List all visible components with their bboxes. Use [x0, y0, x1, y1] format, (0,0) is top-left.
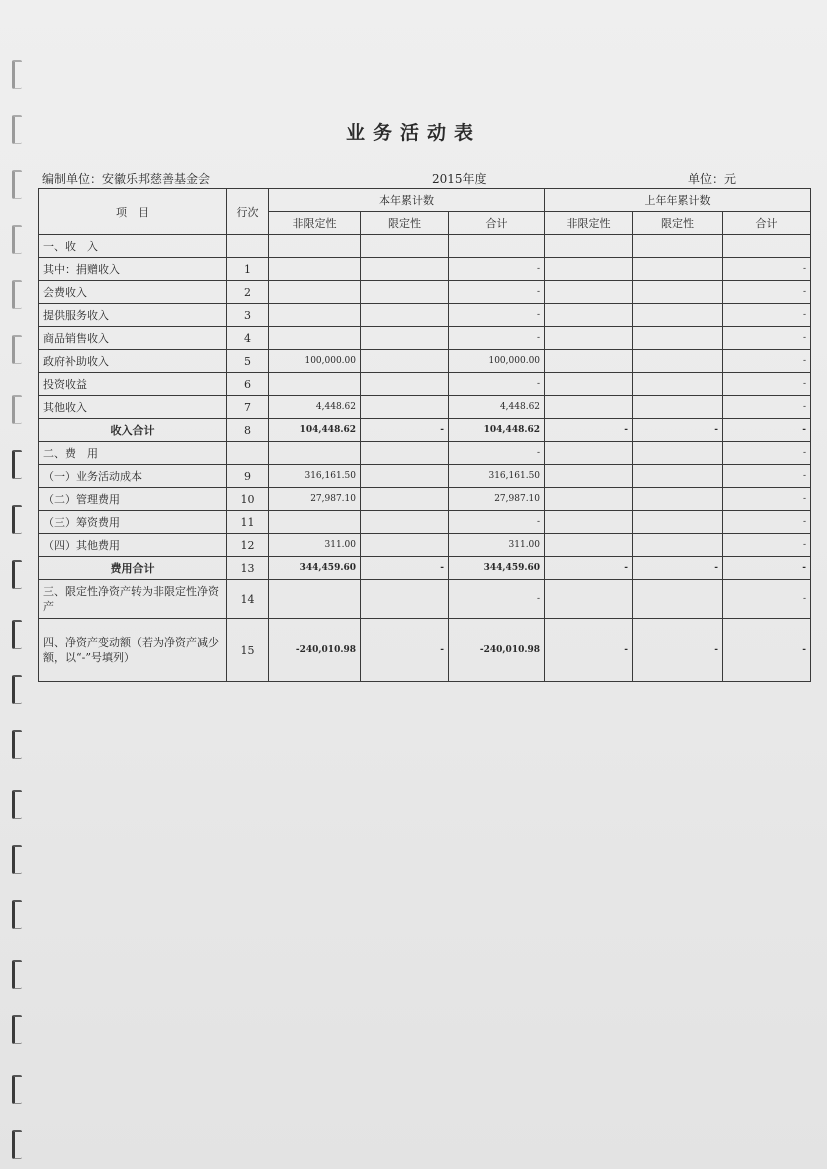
cell-py-res [633, 304, 723, 327]
cell-py-unres [545, 465, 633, 488]
table-body [39, 235, 811, 682]
table-row [39, 327, 811, 350]
binding-hole [12, 845, 22, 874]
table-row [39, 534, 811, 557]
binding-hole [12, 1075, 22, 1104]
binding-hole [12, 960, 22, 989]
binding-hole [12, 900, 22, 929]
cell-py-unres [545, 327, 633, 350]
cell-py-total: - [723, 488, 811, 511]
activity-statement-table [38, 188, 811, 682]
cell-cy-res [361, 373, 449, 396]
cell-py-unres [545, 258, 633, 281]
cell-py-total: - [723, 465, 811, 488]
row-number: 3 [227, 304, 269, 327]
cell-py-total: - [723, 396, 811, 419]
row-number: 4 [227, 327, 269, 350]
cell-cy-total: - [449, 327, 545, 350]
cell-cy-unres [269, 258, 361, 281]
row-label: 其中：捐赠收入 [39, 258, 227, 281]
cell-cy-unres: 344,459.60 [269, 557, 361, 580]
row-number: 9 [227, 465, 269, 488]
cell-cy-res [361, 350, 449, 373]
row-label: （四）其他费用 [39, 534, 227, 557]
cell-cy-total: - [449, 511, 545, 534]
cell-py-total: - [723, 511, 811, 534]
row-number [227, 442, 269, 465]
cell-py-total: - [723, 534, 811, 557]
header-prior-year: 上年年累计数 [545, 189, 811, 212]
row-label: 其他收入 [39, 396, 227, 419]
table-row [39, 419, 811, 442]
binding-hole [12, 505, 22, 534]
reporting-period: 2015年度 [432, 172, 487, 186]
cell-cy-unres: 104,448.62 [269, 419, 361, 442]
cell-cy-unres: -240,010.98 [269, 619, 361, 682]
cell-py-res [633, 580, 723, 619]
cell-cy-total: 27,987.10 [449, 488, 545, 511]
cell-py-unres [545, 281, 633, 304]
cell-cy-total [449, 235, 545, 258]
row-label: 费用合计 [39, 557, 227, 580]
binding-hole [12, 675, 22, 704]
row-label: （一）业务活动成本 [39, 465, 227, 488]
cell-cy-res [361, 304, 449, 327]
row-label: 政府补助收入 [39, 350, 227, 373]
cell-py-total: - [723, 580, 811, 619]
cell-cy-res: - [361, 419, 449, 442]
row-number [227, 235, 269, 258]
cell-cy-unres [269, 511, 361, 534]
cell-cy-unres: 311.00 [269, 534, 361, 557]
cell-py-total: - [723, 442, 811, 465]
cell-cy-res [361, 442, 449, 465]
cell-cy-total: - [449, 281, 545, 304]
cell-py-unres [545, 396, 633, 419]
cell-cy-total: 104,448.62 [449, 419, 545, 442]
cell-cy-res [361, 396, 449, 419]
cell-cy-total: - [449, 373, 545, 396]
row-number: 14 [227, 580, 269, 619]
row-label: 提供服务收入 [39, 304, 227, 327]
binding-hole [12, 1130, 22, 1159]
row-label: 四、净资产变动额（若为净资产减少额，以“-”号填列） [39, 619, 227, 682]
cell-cy-res [361, 281, 449, 304]
cell-py-total: - [723, 619, 811, 682]
binding-hole [12, 280, 22, 309]
header-cy-unrestricted: 非限定性 [269, 212, 361, 235]
row-number: 8 [227, 419, 269, 442]
cell-py-total: - [723, 419, 811, 442]
row-number: 6 [227, 373, 269, 396]
cell-py-total: - [723, 281, 811, 304]
cell-py-unres [545, 373, 633, 396]
header-py-unrestricted: 非限定性 [545, 212, 633, 235]
cell-py-total: - [723, 258, 811, 281]
cell-cy-res: - [361, 557, 449, 580]
table-row [39, 511, 811, 534]
binding-holes [12, 60, 32, 1160]
row-label: 二、费 用 [39, 442, 227, 465]
row-number: 10 [227, 488, 269, 511]
binding-hole [12, 560, 22, 589]
row-number: 15 [227, 619, 269, 682]
cell-cy-unres [269, 373, 361, 396]
cell-cy-res [361, 580, 449, 619]
row-label: （二）管理费用 [39, 488, 227, 511]
currency-unit: 单位：元 [688, 172, 737, 186]
binding-hole [12, 60, 22, 89]
header-cy-restricted: 限定性 [361, 212, 449, 235]
cell-py-total: - [723, 304, 811, 327]
cell-py-unres: - [545, 619, 633, 682]
cell-py-unres [545, 488, 633, 511]
row-label: 投资收益 [39, 373, 227, 396]
cell-py-res: - [633, 419, 723, 442]
cell-cy-unres: 4,448.62 [269, 396, 361, 419]
binding-hole [12, 730, 22, 759]
binding-hole [12, 1015, 22, 1044]
header-item: 项 目 [39, 189, 227, 235]
cell-py-res [633, 235, 723, 258]
cell-cy-res [361, 327, 449, 350]
cell-py-res [633, 511, 723, 534]
cell-cy-total: 311.00 [449, 534, 545, 557]
row-label: （三）筹资费用 [39, 511, 227, 534]
cell-py-res [633, 373, 723, 396]
header-row-no: 行次 [227, 189, 269, 235]
row-number: 1 [227, 258, 269, 281]
cell-cy-total: 100,000.00 [449, 350, 545, 373]
binding-hole [12, 450, 22, 479]
cell-cy-unres: 316,161.50 [269, 465, 361, 488]
cell-cy-res [361, 258, 449, 281]
cell-cy-unres [269, 281, 361, 304]
row-label: 一、收 入 [39, 235, 227, 258]
cell-py-unres [545, 235, 633, 258]
table-row [39, 304, 811, 327]
cell-cy-total: -240,010.98 [449, 619, 545, 682]
cell-py-total: - [723, 373, 811, 396]
cell-cy-total: - [449, 258, 545, 281]
cell-py-unres [545, 511, 633, 534]
cell-cy-unres: 27,987.10 [269, 488, 361, 511]
cell-cy-res [361, 235, 449, 258]
cell-py-res [633, 281, 723, 304]
table-row [39, 350, 811, 373]
row-number: 11 [227, 511, 269, 534]
cell-py-res [633, 350, 723, 373]
header-current-year: 本年累计数 [269, 189, 545, 212]
binding-hole [12, 225, 22, 254]
table-row [39, 235, 811, 258]
cell-py-res: - [633, 619, 723, 682]
cell-py-res [633, 465, 723, 488]
cell-cy-unres [269, 580, 361, 619]
table-row [39, 258, 811, 281]
cell-py-total: - [723, 327, 811, 350]
row-label: 商品销售收入 [39, 327, 227, 350]
cell-py-res [633, 396, 723, 419]
cell-cy-res: - [361, 619, 449, 682]
table-row [39, 442, 811, 465]
table-row [39, 488, 811, 511]
table-row [39, 373, 811, 396]
cell-py-unres: - [545, 557, 633, 580]
table-row [39, 281, 811, 304]
binding-hole [12, 620, 22, 649]
cell-cy-res [361, 511, 449, 534]
table-row [39, 580, 811, 619]
cell-py-res [633, 258, 723, 281]
table-row [39, 465, 811, 488]
row-label: 收入合计 [39, 419, 227, 442]
cell-py-unres [545, 580, 633, 619]
table-row [39, 557, 811, 580]
row-number: 7 [227, 396, 269, 419]
cell-cy-total: - [449, 580, 545, 619]
cell-py-res [633, 327, 723, 350]
table-row [39, 619, 811, 682]
table-row [39, 396, 811, 419]
document-title: 业务活动表 [345, 122, 481, 144]
cell-cy-total: 4,448.62 [449, 396, 545, 419]
cell-cy-unres: 100,000.00 [269, 350, 361, 373]
cell-py-unres [545, 442, 633, 465]
cell-cy-res [361, 534, 449, 557]
cell-py-total: - [723, 350, 811, 373]
binding-hole [12, 395, 22, 424]
row-number: 2 [227, 281, 269, 304]
cell-cy-total: - [449, 442, 545, 465]
cell-cy-total: - [449, 304, 545, 327]
cell-py-unres [545, 304, 633, 327]
cell-cy-total: 344,459.60 [449, 557, 545, 580]
header-cy-total: 合计 [449, 212, 545, 235]
cell-py-unres [545, 350, 633, 373]
binding-hole [12, 170, 22, 199]
cell-py-res [633, 488, 723, 511]
header-py-total: 合计 [723, 212, 811, 235]
preparing-organization: 编制单位：安徽乐邦慈善基金会 [42, 172, 211, 186]
cell-py-res: - [633, 557, 723, 580]
cell-cy-unres [269, 327, 361, 350]
cell-cy-unres [269, 442, 361, 465]
cell-py-res [633, 442, 723, 465]
row-label: 三、限定性净资产转为非限定性净资产 [39, 580, 227, 619]
row-number: 5 [227, 350, 269, 373]
cell-cy-unres [269, 235, 361, 258]
header-py-restricted: 限定性 [633, 212, 723, 235]
row-number: 13 [227, 557, 269, 580]
cell-cy-res [361, 488, 449, 511]
cell-cy-total: 316,161.50 [449, 465, 545, 488]
cell-py-res [633, 534, 723, 557]
header-row-1 [39, 189, 811, 212]
cell-py-total [723, 235, 811, 258]
row-label: 会费收入 [39, 281, 227, 304]
cell-py-unres [545, 534, 633, 557]
row-number: 12 [227, 534, 269, 557]
binding-hole [12, 335, 22, 364]
binding-hole [12, 790, 22, 819]
cell-py-total: - [723, 557, 811, 580]
cell-py-unres: - [545, 419, 633, 442]
cell-cy-unres [269, 304, 361, 327]
cell-cy-res [361, 465, 449, 488]
